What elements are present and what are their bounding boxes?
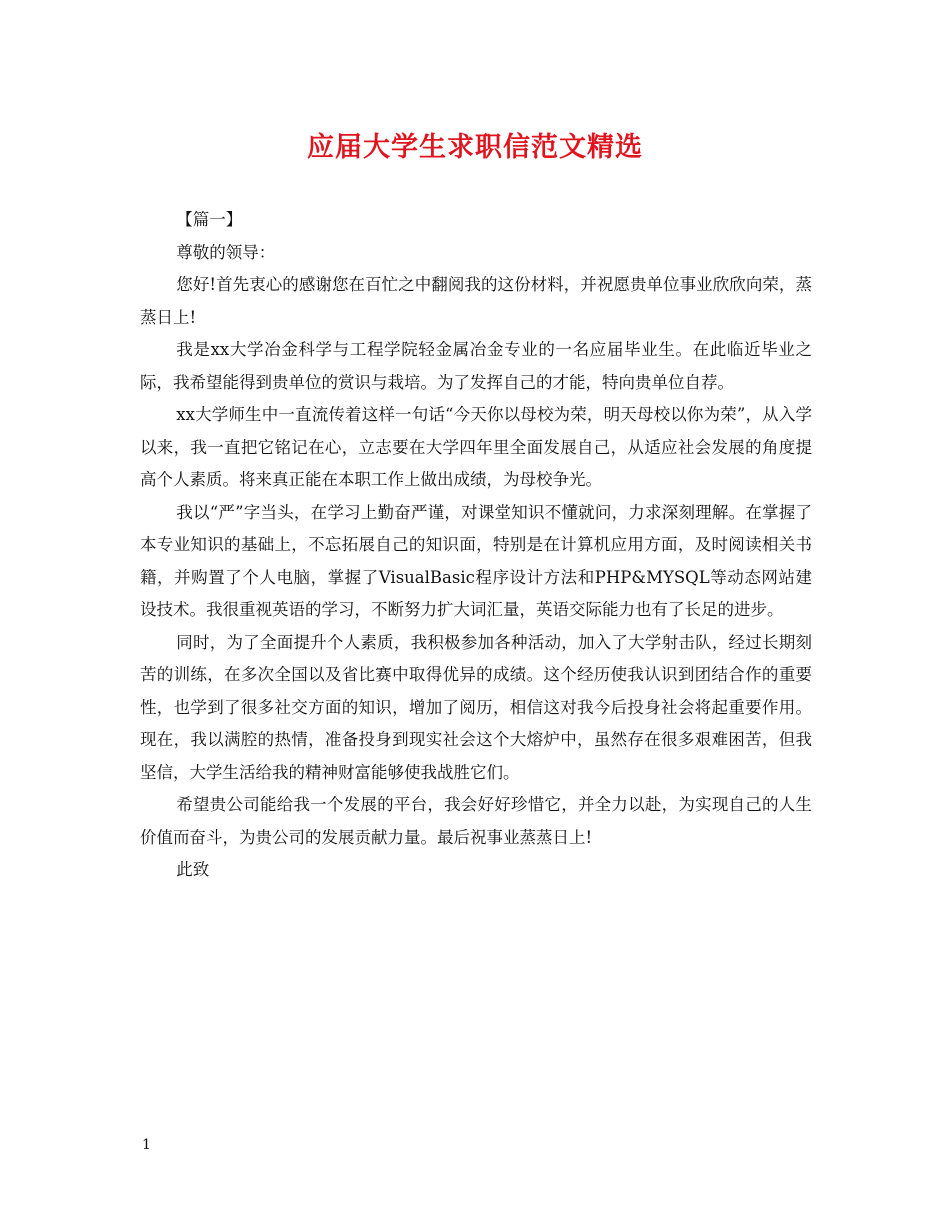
closing-phrase: 此致 bbox=[176, 860, 210, 879]
body-paragraph-school-motto: xx大学师生中一直流传着这样一句话“今天你以母校为荣，明天母校以你为荣”，从入学以来，我一直把它铭记在心，立志要在大学四年里全面发展自己，从适应社会发展的角度提高个人素质。将来真正能在本职工作上做出成绩，为母校争光。 bbox=[140, 405, 812, 489]
body-paragraph-study: 我以“严”字当头，在学习上勤奋严谨，对课堂知识不懂就问，力求深刻理解。在掌握了本专业知识的基础上，不忘拓展自己的知识面，特别是在计算机应用方面，及时阅读相关书籍，并购置了个人电脑，掌握了VisualBasic程序设计方法和PHP&MYSQL等动态网站建设技术。我很重视英语的学习，不断努力扩大词汇量，英语交际能力也有了长足的进步。 bbox=[140, 502, 812, 619]
document-title: 应届大学生求职信范文精选 bbox=[307, 132, 643, 163]
body-paragraph-greeting: 您好!首先衷心的感谢您在百忙之中翻阅我的这份材料，并祝愿贵单位事业欣欣向荣，蒸蒸日上! bbox=[140, 275, 812, 327]
page-number: 1 bbox=[142, 1137, 151, 1153]
section-label: 【篇一】 bbox=[176, 210, 243, 229]
body-paragraph-closing: 希望贵公司能给我一个发展的平台，我会好好珍惜它，并全力以赴，为实现自己的人生价值而奋斗，为贵公司的发展贡献力量。最后祝事业蒸蒸日上! bbox=[140, 795, 812, 847]
document-body bbox=[140, 204, 812, 887]
body-paragraph-activities: 同时，为了全面提升个人素质，我积极参加各种活动，加入了大学射击队，经过长期刻苦的训练，在多次全国以及省比赛中取得优异的成绩。这个经历使我认识到团结合作的重要性，也学到了很多社交方面的知识，增加了阅历，相信这对我今后投身社会将起重要作用。现在，我以满腔的热情，准备投身到现实社会这个大熔炉中，虽然存在很多艰难困苦，但我坚信，大学生活给我的精神财富能够使我战胜它们。 bbox=[140, 632, 812, 782]
salutation: 尊敬的领导： bbox=[176, 242, 276, 262]
body-paragraph-introduction: 我是xx大学冶金科学与工程学院轻金属冶金专业的一名应届毕业生。在此临近毕业之际，我希望能得到贵单位的赏识与栽培。为了发挥自己的才能，特向贵单位自荐。 bbox=[140, 340, 812, 392]
